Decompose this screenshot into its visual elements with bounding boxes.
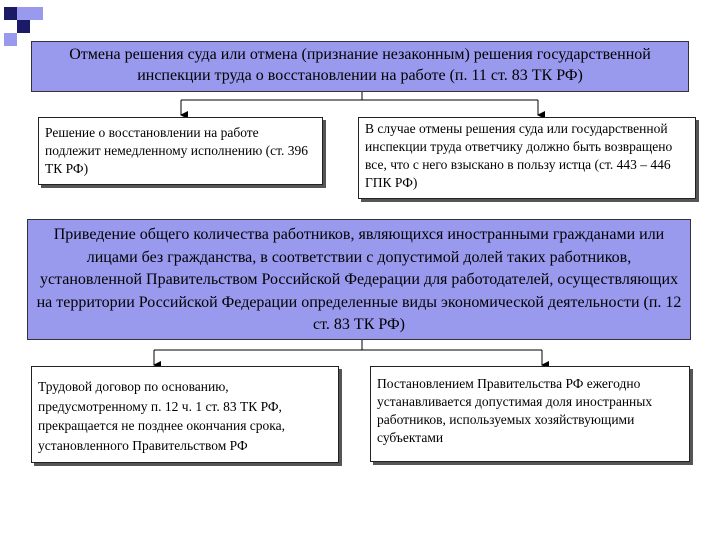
right-box-1: В случае отмены решения суда или государственной инспекции труда ответчику должно быть возвращено все, что с него взыскано в пользу истца (ст. 443 – 446 ГПК РФ): [358, 117, 696, 199]
middle-box: Приведение общего количества работников, являющихся иностранными гражданами или лицами без гражданства, в соответствии с допустимой долей таких работников, установленной Правительством Российской Федерации для работодателей, осуществляющих на территории Российской Федерации определенные виды экономической деятельности (п. 12 ст. 83 ТК РФ): [27, 219, 691, 340]
left-box-2: Трудовой договор по основанию, предусмотренному п. 12 ч. 1 ст. 83 ТК РФ, прекращается не позднее окончания срока, установленного Правительством РФ: [31, 366, 339, 463]
connector-bottom: [154, 340, 542, 365]
top-box: Отмена решения суда или отмена (признание незаконным) решения государственной инспекции труда о восстановлении на работе (п. 11 ст. 83 ТК РФ): [31, 41, 689, 92]
right-box-2: Постановлением Правительства РФ ежегодно устанавливается допустимая доля иностранных работников, используемых хозяйствующими субъектами: [370, 366, 690, 462]
connector-top: [181, 92, 538, 115]
left-box-1: Решение о восстановлении на работе подлежит немедленному исполнению (ст. 396 ТК РФ): [38, 117, 323, 185]
